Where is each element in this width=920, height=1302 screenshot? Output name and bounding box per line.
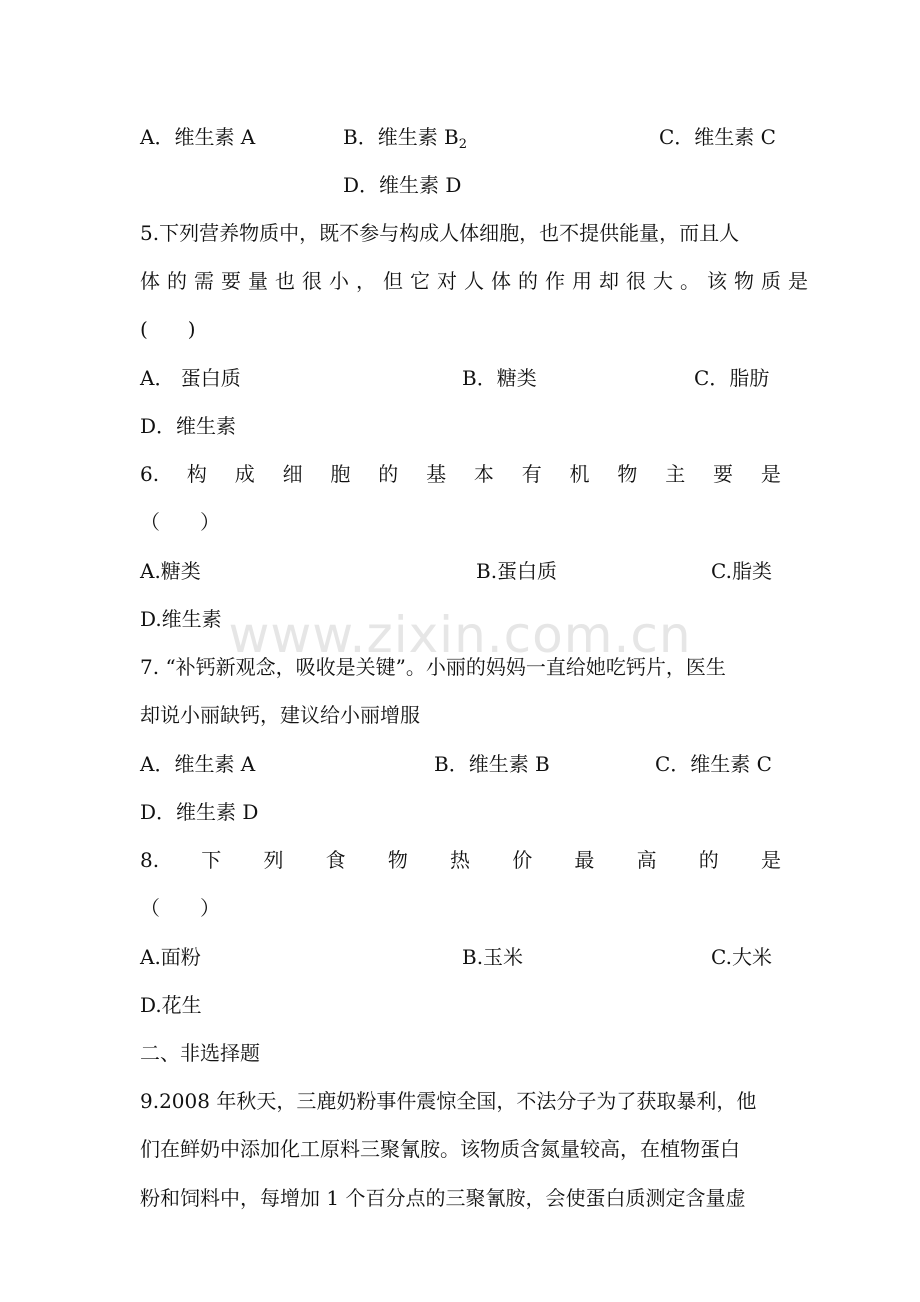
q7-option-c: C．维生素 C: [655, 752, 772, 776]
q8-word: 是: [760, 848, 781, 872]
q7-stem-line2: 却说小丽缺钙，建议给小丽增服: [140, 703, 420, 727]
q7-option-d: D．维生素 D: [140, 800, 259, 824]
q5-stem-line1: 5.下列营养物质中，既不参与构成人体细胞，也不提供能量，而且人: [140, 221, 740, 245]
q6-answer-paren: （ ）: [140, 510, 220, 534]
q4-option-b-subscript: 2: [458, 137, 468, 152]
q5-option-b: B．糖类: [462, 366, 537, 390]
q5-option-a: A． 蛋白质: [140, 366, 241, 390]
q8-answer-paren: （ ）: [140, 896, 220, 920]
q4-option-d: D．维生素 D: [343, 173, 462, 197]
q6-word: 胞: [330, 462, 351, 486]
q7-option-b: B．维生素 B: [434, 752, 550, 776]
q6-word: 6.: [140, 462, 160, 486]
q6-word: 本: [473, 462, 494, 486]
q8-stem: [140, 848, 781, 872]
q6-word: 细: [282, 462, 303, 486]
q6-word: 物: [617, 462, 638, 486]
q9-stem-line2: 们在鲜奶中添加化工原料三聚氰胺。该物质含氮量较高，在植物蛋白: [140, 1137, 740, 1161]
q6-word: 基: [426, 462, 447, 486]
q8-word: 热: [450, 848, 471, 872]
q8-word: 食: [325, 848, 346, 872]
q8-word: 8.: [140, 848, 160, 872]
q7-stem-line1: 7. “补钙新观念，吸收是关键”。小丽的妈妈一直给她吃钙片，医生: [140, 655, 726, 679]
q5-stem-line2: 体的需要量也很小，但它对人体的作用却很大。该物质是: [140, 269, 815, 293]
q8-option-a: A.面粉: [140, 945, 201, 969]
watermark: www.zixin.com.cn: [228, 606, 692, 664]
q7-option-a: A．维生素 A: [140, 752, 256, 776]
q4-option-c: C．维生素 C: [659, 125, 776, 149]
q6-word: 要: [713, 462, 734, 486]
q6-word: 有: [521, 462, 542, 486]
section-heading-non-choice: 二、非选择题: [140, 1041, 260, 1065]
q9-stem-line1: 9.2008 年秋天，三鹿奶粉事件震惊全国，不法分子为了获取暴利，他: [140, 1089, 757, 1113]
q8-option-c: C.大米: [711, 945, 772, 969]
q6-word: 的: [378, 462, 399, 486]
q6-word: 是: [760, 462, 781, 486]
q8-word: 列: [263, 848, 284, 872]
q5-option-c: C．脂肪: [694, 366, 770, 390]
q4-option-b: [343, 125, 468, 152]
q6-option-d: D.维生素: [140, 607, 222, 631]
q6-word: 主: [665, 462, 686, 486]
q8-word: 价: [512, 848, 533, 872]
q5-answer-paren: ( ): [140, 317, 196, 341]
q6-word: 机: [569, 462, 590, 486]
q4-option-a: A．维生素 A: [140, 125, 256, 149]
q8-word: 物: [387, 848, 408, 872]
q4-option-b-text: B．维生素 B: [343, 125, 459, 149]
q6-option-a: A.糖类: [140, 559, 201, 583]
q8-option-d: D.花生: [140, 993, 202, 1017]
q6-word: 构: [186, 462, 207, 486]
q8-word: 的: [698, 848, 719, 872]
q6-option-c: C.脂类: [711, 559, 772, 583]
q6-option-b: B.蛋白质: [476, 559, 558, 583]
q8-word: 高: [636, 848, 657, 872]
q6-word: 成: [234, 462, 255, 486]
q9-stem-line3: 粉和饲料中，每增加 1 个百分点的三聚氰胺，会使蛋白质测定含量虚: [140, 1186, 746, 1210]
q8-word: 下: [201, 848, 222, 872]
q6-stem: [140, 462, 781, 486]
q8-word: 最: [574, 848, 595, 872]
q8-option-b: B.玉米: [462, 945, 524, 969]
q5-option-d: D．维生素: [140, 414, 237, 438]
